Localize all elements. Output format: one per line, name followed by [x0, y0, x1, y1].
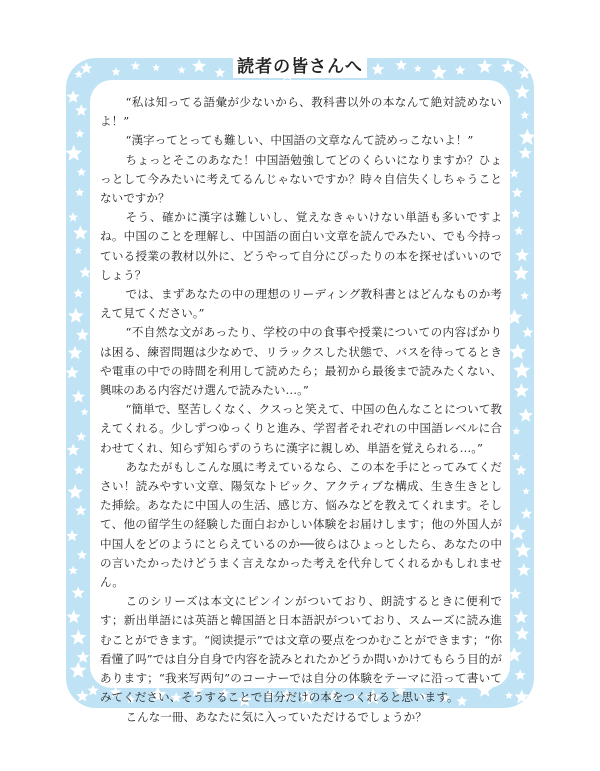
star-icon: [75, 129, 84, 138]
star-icon: [515, 248, 529, 261]
star-icon: [511, 209, 521, 218]
star-icon: [68, 212, 78, 221]
star-icon: [76, 432, 86, 441]
star-icon: [75, 70, 84, 78]
star-icon: [66, 145, 82, 161]
star-icon: [509, 343, 526, 359]
star-icon: [521, 508, 533, 519]
star-icon: [520, 291, 529, 299]
star-icon: [178, 66, 186, 74]
star-icon: [70, 629, 86, 644]
star-icon: [68, 484, 83, 498]
star-icon: [518, 67, 530, 79]
star-icon: [516, 465, 527, 476]
star-icon: [519, 147, 532, 159]
star-icon: [77, 167, 86, 176]
star-icon: [66, 366, 79, 379]
star-icon: [70, 662, 87, 678]
star-icon: [478, 59, 493, 73]
title-box: [233, 51, 367, 78]
paragraph-3: ちょっとそこのあなた！中国語勉強してどのくらいになりますか？ひょっとして今みたいに考えてるんじゃないですか？時々自信失くしちゃうことないですか？: [100, 152, 502, 206]
paragraph-4: そう、確かに漢字は難しいし、覚えなきゃいけない単語も多いですよね。中国のことを理解し、中国語の面白い文章を読んでみたい、でも今持っている授業の教材以外に、どうやって自分にぴったりの本を探せばいいのでしょう？: [100, 210, 502, 282]
star-icon: [76, 328, 89, 340]
star-icon: [68, 308, 84, 323]
star-icon: [192, 59, 206, 72]
star-icon: [512, 452, 521, 461]
star-icon: [76, 690, 88, 702]
star-icon: [77, 651, 90, 663]
star-icon: [520, 111, 529, 120]
star-icon: [68, 346, 82, 360]
paragraph-1: “私は知ってる語彙が少ないから、教科書以外の本なんて絶対読めないよ！”: [100, 95, 502, 129]
page-title: 読者の皆さんへ: [237, 57, 363, 77]
star-icon: [72, 586, 85, 598]
star-icon: [455, 65, 465, 75]
star-icon: [515, 627, 529, 641]
star-icon: [519, 408, 533, 422]
star-icon: [152, 64, 160, 71]
star-icon: [74, 465, 84, 475]
star-icon: [515, 84, 530, 98]
star-icon: [512, 427, 520, 435]
paragraph-6: “不自然な文があったり、学校の中の食事や授業についての内容ばかりは困る、練習問題は少なめで、リラックスした状態で、バスを待ってるときや電車の中での時間を利用して読めたら；最初から最後まで読みたくない、興味のある内容だけ選んで読みたい…。”: [100, 325, 502, 398]
star-icon: [414, 65, 422, 73]
star-icon: [519, 129, 534, 145]
star-icon: [515, 542, 531, 557]
star-icon: [510, 588, 522, 599]
star-icon: [501, 60, 515, 73]
star-icon: [67, 90, 80, 103]
star-icon: [73, 225, 88, 239]
star-icon: [514, 610, 528, 623]
star-icon: [69, 566, 78, 575]
paragraph-8: あなたがもしこんな風に考えているなら、この本を手にとってみてください！読みやすい文章、陽気なトピック、アクティブな構成、生き生きとした挿絵。あなたに中国人の生活、感じ方、悩みなどを教えてくれます。そして、他の留学生の経験した面白おかしい体験をお届けします；他の外国人が中国人をどのようにとらえているのか──彼らはひょっとしたら、あなたの中の言いたかったけどうまく言えなかった考えを代弁してくれるかもしれません。: [100, 459, 502, 590]
star-icon: [75, 188, 84, 197]
star-icon: [74, 247, 82, 255]
star-icon: [215, 67, 226, 77]
star-icon: [75, 505, 87, 516]
star-icon: [67, 444, 80, 456]
star-icon: [88, 685, 99, 696]
star-icon: [517, 563, 530, 576]
paragraph-2: “漢字ってとっても難しい、中国語の文章なんて読めっこないよ！”: [125, 133, 474, 148]
star-icon: [515, 669, 526, 680]
star-icon: [66, 530, 78, 541]
body-text: [100, 93, 502, 727]
star-icon: [513, 265, 529, 280]
star-icon: [509, 168, 519, 177]
star-icon: [515, 690, 530, 704]
paragraph-9: このシリーズは本文にピンインがついており、朗読するときに便利です；新出単語には英語と韓国語と日本語訳がついており、スムーズに読み進むことができます。“阅读提示”では文章の要点をつかむことができます；“你看懂了吗”では自分自身で内容を読みとれたかどうか問いかけてもらう目的があります；“我来写两句”のコーナーでは自分の体験をテーマに沿って書いてみてください、そうすることで自分だけの本をつくれると思います。: [100, 594, 502, 705]
star-icon: [111, 67, 120, 76]
star-icon: [512, 187, 523, 197]
star-icon: [372, 63, 385, 75]
star-icon: [431, 65, 447, 80]
paragraph-5: では、まずあなたの中の理想のリーディング教科書とはどんなものか考えて見てください。”: [100, 287, 502, 321]
star-icon: [77, 550, 87, 560]
star-icon: [73, 288, 83, 298]
star-icon: [514, 383, 529, 397]
paragraph-10: こんな一冊、あなたに気に入っていただけるでしょうか？: [125, 709, 427, 724]
star-icon: [522, 487, 530, 494]
star-icon: [67, 610, 81, 623]
star-icon: [81, 408, 89, 416]
star-icon: [522, 327, 533, 338]
star-icon: [505, 691, 513, 699]
star-icon: [396, 59, 407, 70]
paragraph-7: “簡単で、堅苦しくなく、クスっと笑えて、中国の色んなことについて教えてくれる。少しずつゆっくりと進み、学習者それぞれの中国語レベルに合わせてくれ、知らず知らずのうちに漢字に親しめ、単語を覚えられる…。”: [100, 402, 502, 455]
star-icon: [131, 61, 141, 70]
star-icon: [509, 524, 526, 540]
star-icon: [513, 362, 530, 378]
star-icon: [514, 226, 524, 235]
star-icon: [75, 104, 87, 116]
star-icon: [72, 390, 85, 403]
star-icon: [80, 62, 92, 74]
